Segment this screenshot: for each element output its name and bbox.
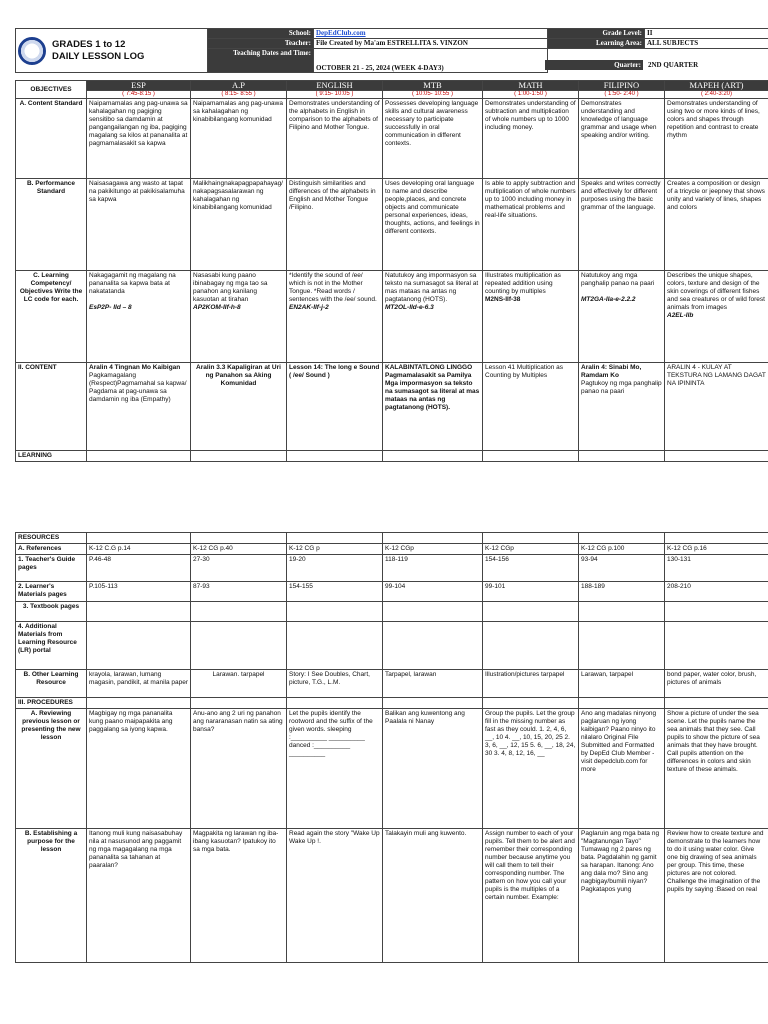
- quarter-label: Quarter:: [545, 60, 643, 70]
- competency-text: Illustrates multiplication as repeated addition using counting by multiples: [485, 272, 561, 295]
- content-title: Aralin 3.3 Kapaligiran at Uri ng Panahon sa Aking Komunidad: [196, 364, 281, 387]
- content-standard-cell: Demonstrates understanding of using two or more kinds of lines, colors and shapes through repetition and contrast to create rhythm: [665, 99, 768, 179]
- establishing-cell: Read again the story "Wake Up Wake Up !.: [287, 829, 383, 963]
- other-resources-label: B. Other Learning Resource: [16, 670, 87, 698]
- other-resource-cell: Story: I See Doubles, Chart, picture, T.G., L.M.: [287, 670, 383, 698]
- performance-standard-cell: Distinguish similarities and differences of the alphabets in English and Mother Tongue /Filipino.: [287, 179, 383, 271]
- performance-standard-cell: Speaks and writes correctly and effectively for different purposes using the basic grammar of the language.: [579, 179, 665, 271]
- teacher-value: File Created by Ma'am ESTRELLITA S. VINZON: [314, 39, 548, 49]
- content-cell: [87, 363, 191, 451]
- lesson-table-1: [15, 80, 768, 462]
- competency-text: Nasasabi kung paano ibinabagay ng mga tao sa panahon ang kanilang kasuotan at tirahan: [193, 272, 268, 303]
- time-mtb: ( 10:05- 10:55 ): [383, 91, 483, 99]
- lm-pages-cell: 99-101: [483, 582, 579, 602]
- lm-pages-cell: P.105-113: [87, 582, 191, 602]
- content-cell: [483, 363, 579, 451]
- area-label: Learning Area:: [548, 39, 645, 49]
- content-standard-label: A. Content Standard: [16, 99, 87, 179]
- additional-materials-label: 4. Additional Materials from Learning Resource (LR) portal: [16, 622, 87, 670]
- establishing-cell: Itanong muli kung naisasabuhay nila at nasusunod ang paggamit ng mga magagalang na mga pananalita sa tahanan at paaralan?: [87, 829, 191, 963]
- tg-pages-cell: 19-20: [287, 555, 383, 582]
- time-mapeh: ( 2:40-3:20): [665, 91, 768, 99]
- time-english: ( 9:15- 10:05 ): [287, 91, 383, 99]
- competency-text: *Identify the sound of /ee/ which is not in the Mother Tongue. *Read words / sentences with the /ee/ sound.: [289, 272, 377, 303]
- time-math: ( 1:00-1:50 ): [483, 91, 579, 99]
- content-standard-cell: Demonstrates understanding and knowledge of language grammar and usage when speaking and/or writing.: [579, 99, 665, 179]
- reference-cell: K-12 CG p.100: [579, 544, 665, 555]
- performance-standard-cell: Naisasagawa ang wasto at tapat na pakikitungo at pakikisalamuha sa kapwa: [87, 179, 191, 271]
- establishing-label: B. Establishing a purpose for the lesson: [16, 829, 87, 963]
- dates-label: Teaching Dates and Time:: [208, 49, 314, 73]
- other-resource-cell: Larawan. tarpapel: [191, 670, 287, 698]
- content-standard-cell: Demonstrates understanding of the alphabets in English in comparison to the alphabets of Filipino and Mother Tongue.: [287, 99, 383, 179]
- content-title: KALABINTATLONG LINGGO Pagmamalasakit sa Pamilya Mga impormasyon sa teksto na sumasagot sa literal at mas mataas na antas ng pagtatanong (HOTS).: [385, 364, 480, 411]
- reference-cell: K-12 C.G p.14: [87, 544, 191, 555]
- learners-materials-label: 2. Learner's Materials pages: [16, 582, 87, 602]
- reference-cell: K-12 CG p.40: [191, 544, 287, 555]
- time-ap: ( 8:15- 8:55 ): [191, 91, 287, 99]
- subject-filipino: FILIPINO: [579, 81, 665, 91]
- reference-cell: K-12 CG p.16: [665, 544, 768, 555]
- subject-mapeh: MAPEH (ART): [665, 81, 768, 91]
- establishing-cell: Talakayin muli ang kuwento.: [383, 829, 483, 963]
- competency-text: Natutukoy ang impormasyon sa teksto na sumasagot sa literal at mas mataas na antas ng pagtatanong (HOTS).: [385, 272, 479, 303]
- grade-value: II: [645, 29, 768, 39]
- tg-pages-cell: P.46-48: [87, 555, 191, 582]
- reviewing-cell: Anu-ano ang 2 uri ng panahon ang nararanasan natin sa ating bansa?: [191, 709, 287, 829]
- reviewing-cell: Let the pupils identify the rootword and the suffix of the given words. sleeping :__________ __________ danced :__________ __________: [287, 709, 383, 829]
- quarter-value: 2ND QUARTER: [648, 61, 699, 69]
- content-cell: [287, 363, 383, 451]
- title-line2: DAILY LESSON LOG: [52, 50, 145, 62]
- subject-mtb: MTB: [383, 81, 483, 91]
- competency-text: Natutukoy ang mga panghalip panao na paari: [581, 272, 655, 287]
- competency-code: EsP2P- IId – 8: [89, 304, 132, 311]
- competency-cell: [483, 271, 579, 363]
- competency-cell: [383, 271, 483, 363]
- reference-cell: K-12 CG p: [287, 544, 383, 555]
- subject-esp: ESP: [87, 81, 191, 91]
- subject-math: MATH: [483, 81, 579, 91]
- performance-standard-cell: Uses developing oral language to name and describe people,places, and concrete objects and communicate personal experiences, ideas, thoughts, actions, and feelings in different contexts.: [383, 179, 483, 271]
- content-standard-cell: Demonstrates understanding of subtraction and multiplication of whole numbers up to 1000 including money.: [483, 99, 579, 179]
- establishing-cell: Review how to create texture and demonstrate to the learners how to do it using water color. Give one big drawing of sea animals per group. This time, these pictures are not colored. Challenge the imagination of the pupils by saying :Based on real: [665, 829, 768, 963]
- performance-standard-cell: Is able to apply subtraction and multiplication of whole numbers up to 1000 including money in mathematical problems and real-life situations.: [483, 179, 579, 271]
- title-cell: [16, 29, 208, 73]
- time-filipino: ( 1:50- 2:40 ): [579, 91, 665, 99]
- performance-standard-cell: Creates a composition or design of a tricycle or jeepney that shows unity and variety of lines, shapes and colors: [665, 179, 768, 271]
- other-resource-cell: krayola, larawan, lumang magasin, pandikit, at manila paper: [87, 670, 191, 698]
- tg-pages-cell: 27-30: [191, 555, 287, 582]
- time-esp: ( 7:45-8:15 ): [87, 91, 191, 99]
- content-text: ARALIN 4 - KULAY AT TEKSTURA NG LAMANG DAGAT NA IPININTA: [667, 364, 766, 387]
- competency-code: MT2OL-IId-e-6.3: [385, 304, 434, 311]
- school-link[interactable]: DepEdClub.com: [316, 29, 366, 37]
- reviewing-cell: Show a picture of under the sea scene. Let the pupils name the sea animals that they see. Call pupils to show the picture of sea animals that they have brought. Call pupils attention on the differences in colors and skin texture of these animals.: [665, 709, 768, 829]
- content-cell: [383, 363, 483, 451]
- content-text: Lesson 41 Multiplication as Counting by Multiples: [485, 364, 564, 379]
- teacher-label: Teacher:: [208, 39, 314, 49]
- procedures-label: III. PROCEDURES: [16, 698, 87, 709]
- textbook-label: 3. Textbook pages: [16, 602, 87, 622]
- competency-code: A2EL-IIb: [667, 312, 694, 319]
- lesson-table-2: [15, 532, 768, 963]
- competency-cell: [191, 271, 287, 363]
- competency-code: M2NS-IIf-38: [485, 296, 521, 303]
- reviewing-cell: Balikan ang kuwentong ang Paalala ni Nanay: [383, 709, 483, 829]
- reviewing-label: A. Reviewing previous lesson or presenting the new lesson: [16, 709, 87, 829]
- tg-pages-cell: 154-156: [483, 555, 579, 582]
- reviewing-cell: Group the pupils. Let the group fill in the missing number as fast as they could. 1. 2, 4, 6, __, 10 4. __, 10, 15, 20, 25 2. 3, 6, __, 12, 15 5. 6, __, 18, 24, 30 3. 4, 8, 12, 16, __: [483, 709, 579, 829]
- performance-standard-label: B. Performance Standard: [16, 179, 87, 271]
- area-value: ALL SUBJECTS: [645, 39, 768, 49]
- reference-cell: K-12 CGp: [483, 544, 579, 555]
- tg-pages-cell: 93-94: [579, 555, 665, 582]
- references-label: A. References: [16, 544, 87, 555]
- lm-pages-cell: 188-189: [579, 582, 665, 602]
- competency-text: Nakagagamit ng magalang na pananalita sa kapwa bata at nakatatanda: [89, 272, 176, 295]
- competency-code: EN2AK-IIf-j-2: [289, 304, 329, 311]
- lm-pages-cell: 208-210: [665, 582, 768, 602]
- school-label: School:: [208, 29, 314, 39]
- subject-english: ENGLISH: [287, 81, 383, 91]
- content-cell: [191, 363, 287, 451]
- competency-cell: [579, 271, 665, 363]
- establishing-cell: Assign number to each of your pupils. Tell them to be alert and remember their corresponding number because anytime you will call them to tell their corresponding number. The pattern on how you call your pupils is the multiples of a certain number. Example:: [483, 829, 579, 963]
- establishing-cell: Paglaruin ang mga bata ng "Magtanungan Tayo" Tumawag ng 2 pares ng bata. Pagdalahin ng gamit sa harapan. Itanong: Ano ang dala mo? Sino ang nagbigay/bumili niyan? Pagkatapos yung: [579, 829, 665, 963]
- other-resource-cell: bond paper, water color, brush, pictures of animals: [665, 670, 768, 698]
- competency-code: AP2KOM-IIf-h-8: [193, 304, 241, 311]
- competency-cell: [287, 271, 383, 363]
- content-title: Aralin 4: Sinabi Mo, Ramdam Ko: [581, 364, 642, 379]
- learning-label: LEARNING: [16, 451, 87, 462]
- tg-pages-cell: 118-119: [383, 555, 483, 582]
- content-cell: [579, 363, 665, 451]
- dates-value: OCTOBER 21 - 25, 2024 (WEEK 4-DAY3): [314, 49, 548, 73]
- competency-cell: [665, 271, 768, 363]
- content-standard-cell: Naipamamalas ang pag-unawa sa kahalagahan ng pagiging sensitibo sa damdamin at pangangailangan ng iba, pagiging magalang sa kilos at pananalita at pagmamalasakit sa kapwa: [87, 99, 191, 179]
- content-title: Lesson 14: The long e Sound ( /ee/ Sound ): [289, 364, 380, 379]
- content-label: II. CONTENT: [16, 363, 87, 451]
- other-resource-cell: Illustration/pictures tarpapel: [483, 670, 579, 698]
- lm-pages-cell: 99-104: [383, 582, 483, 602]
- reviewing-cell: Ano ang madalas ninyong paglaruan ng iyong kaibigan? Paano ninyo ito nilalaro Original File Submitted and Formatted by DepEd Club Member - visit depedclub.com for more: [579, 709, 665, 829]
- competency-code: MT2GA-IIa-e-2.2.2: [581, 296, 636, 303]
- grade-label: Grade Level:: [548, 29, 645, 39]
- competency-text: Describes the unique shapes, colors, texture and design of the skin coverings of different fishes and sea creatures or of wild forest animals from images: [667, 272, 765, 311]
- content-standard-cell: Naipamamalas ang pag-unawa sa kahalagahan ng kinabibilangang komunidad: [191, 99, 287, 179]
- reference-cell: K-12 CGp: [383, 544, 483, 555]
- content-text: Pagkamagalang (Respect)Pagmamahal sa kapwa/ Pagdama at pag-unawa sa damdamin ng iba (Empathy): [89, 372, 187, 403]
- content-text: Pagtukoy ng mga panghalip panao na paari: [581, 380, 662, 395]
- other-resource-cell: Tarpapel, larawan: [383, 670, 483, 698]
- other-resource-cell: Larawan, tarpapel: [579, 670, 665, 698]
- performance-standard-cell: Malikhaingnakapagpapahayag/ nakapagsasalarawan ng kahalagahan ng kinabibilangang komunidad: [191, 179, 287, 271]
- subject-ap: A.P: [191, 81, 287, 91]
- learning-competency-label: C. Learning Competency/ Objectives Write the LC code for each.: [16, 271, 87, 363]
- title-line1: GRADES 1 to 12: [52, 38, 126, 50]
- reviewing-cell: Magbigay ng mga pananalita kung paano maipapakita ang paggalang sa iyong kapwa.: [87, 709, 191, 829]
- competency-cell: [87, 271, 191, 363]
- content-title: Aralin 4 Tingnan Mo Kaibigan: [89, 364, 181, 371]
- establishing-cell: Magpakita ng larawan ng iba-ibang kasuotan? Ipatukoy ito sa mga bata.: [191, 829, 287, 963]
- lm-pages-cell: 87-93: [191, 582, 287, 602]
- deped-seal-icon: [18, 37, 46, 65]
- tg-pages-cell: 130-131: [665, 555, 768, 582]
- teachers-guide-label: 1. Teacher's Guide pages: [16, 555, 87, 582]
- content-cell: [665, 363, 768, 451]
- objectives-label: OBJECTIVES: [16, 81, 87, 99]
- content-standard-cell: Possesses developing language skills and cultural awareness necessary to participate successfully in oral communication in different contexts.: [383, 99, 483, 179]
- resources-label: RESOURCES: [16, 533, 87, 544]
- lm-pages-cell: 154-155: [287, 582, 383, 602]
